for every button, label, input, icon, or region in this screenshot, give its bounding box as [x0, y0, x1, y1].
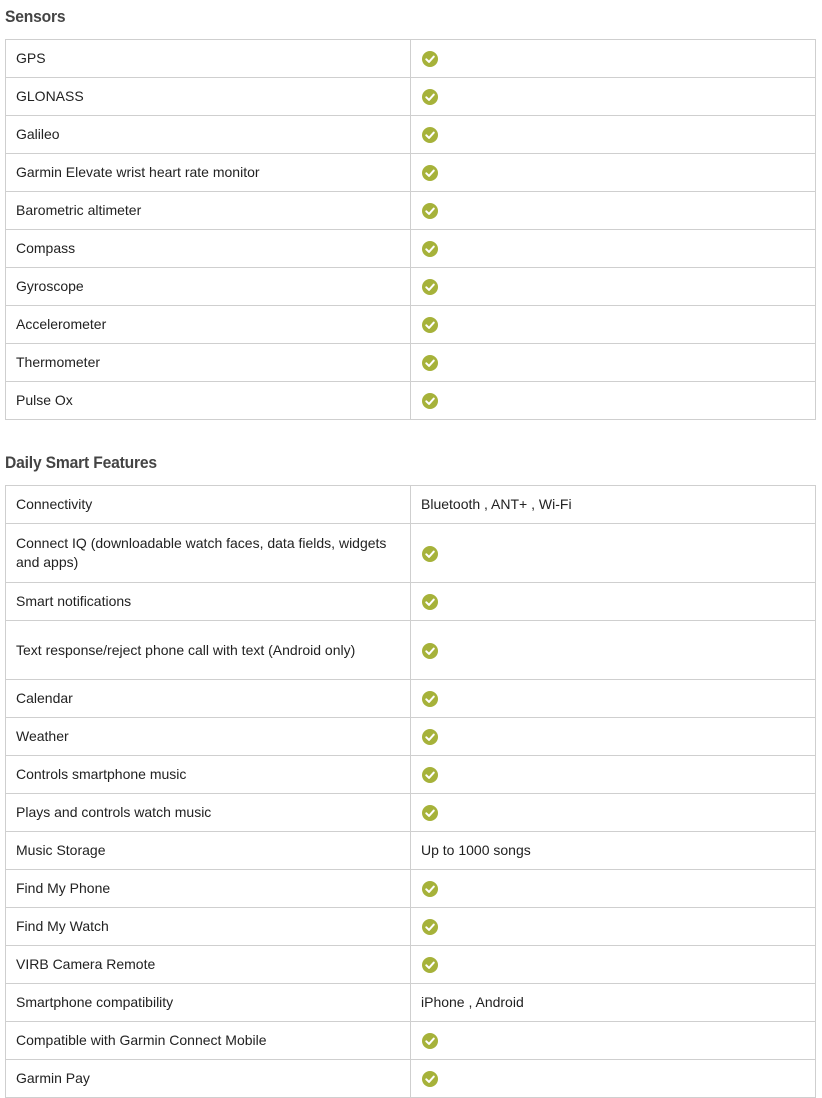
spec-value — [411, 794, 816, 832]
spec-label: Compatible with Garmin Connect Mobile — [6, 1022, 411, 1060]
spec-label: Garmin Pay — [6, 1060, 411, 1098]
spec-label: Smartphone compatibility — [6, 984, 411, 1022]
check-icon — [422, 393, 438, 409]
spec-row-connectivity — [6, 486, 816, 524]
spec-row-barometric-altimeter — [6, 192, 816, 230]
spec-label: Plays and controls watch music — [6, 794, 411, 832]
spec-value — [411, 718, 816, 756]
spec-row-find-my-watch — [6, 908, 816, 946]
spec-row-glonass — [6, 78, 816, 116]
spec-row-virb-camera-remote — [6, 946, 816, 984]
check-icon — [422, 767, 438, 783]
spec-label: GPS — [6, 40, 411, 78]
spec-label: Pulse Ox — [6, 382, 411, 420]
spec-label: Smart notifications — [6, 583, 411, 621]
spec-value — [411, 524, 816, 583]
spec-row-accelerometer — [6, 306, 816, 344]
spec-value — [411, 192, 816, 230]
spec-row-compass — [6, 230, 816, 268]
spec-value-text: Up to 1000 songs — [421, 842, 531, 858]
spec-value — [411, 40, 816, 78]
spec-row-smartphone-compatibility — [6, 984, 816, 1022]
spec-row-plays-and-controls-watch-music — [6, 794, 816, 832]
spec-value — [411, 756, 816, 794]
spec-value — [411, 344, 816, 382]
spec-label: Calendar — [6, 680, 411, 718]
spec-label: Barometric altimeter — [6, 192, 411, 230]
spec-value — [411, 78, 816, 116]
check-icon — [422, 919, 438, 935]
spec-row-music-storage — [6, 832, 816, 870]
section-title-daily-smart-features: Daily Smart Features — [5, 453, 157, 472]
check-icon — [422, 279, 438, 295]
spec-label: VIRB Camera Remote — [6, 946, 411, 984]
spec-value — [411, 268, 816, 306]
check-icon — [422, 957, 438, 973]
check-icon — [422, 203, 438, 219]
spec-row-compatible-with-garmin-connect-mobile — [6, 1022, 816, 1060]
spec-row-thermometer — [6, 344, 816, 382]
spec-value — [411, 583, 816, 621]
spec-label: Find My Watch — [6, 908, 411, 946]
check-icon — [422, 805, 438, 821]
check-icon — [422, 881, 438, 897]
spec-row-gyroscope — [6, 268, 816, 306]
spec-value — [411, 1022, 816, 1060]
spec-value-text: Bluetooth , ANT+ , Wi-Fi — [421, 496, 572, 512]
spec-row-pulse-ox — [6, 382, 816, 420]
spec-value — [411, 870, 816, 908]
spec-row-gps — [6, 40, 816, 78]
spec-value — [411, 382, 816, 420]
sensors-spec-table — [5, 39, 816, 420]
check-icon — [422, 729, 438, 745]
spec-label: Accelerometer — [6, 306, 411, 344]
spec-row-garmin-elevate-wrist-heart-rate-monitor — [6, 154, 816, 192]
spec-value — [411, 621, 816, 680]
spec-label: Compass — [6, 230, 411, 268]
spec-row-galileo — [6, 116, 816, 154]
spec-label: Garmin Elevate wrist heart rate monitor — [6, 154, 411, 192]
spec-value — [411, 1060, 816, 1098]
spec-value — [411, 946, 816, 984]
check-icon — [422, 165, 438, 181]
section-title-sensors: Sensors — [5, 7, 66, 26]
check-icon — [422, 127, 438, 143]
spec-row-garmin-pay — [6, 1060, 816, 1098]
spec-row-text-response-reject-phone-call-with-text-android-only — [6, 621, 816, 680]
check-icon — [422, 691, 438, 707]
check-icon — [422, 1033, 438, 1049]
check-icon — [422, 355, 438, 371]
spec-value — [411, 154, 816, 192]
spec-value — [411, 680, 816, 718]
spec-label: Galileo — [6, 116, 411, 154]
spec-row-weather — [6, 718, 816, 756]
spec-value — [411, 832, 816, 870]
check-icon — [422, 89, 438, 105]
check-icon — [422, 1071, 438, 1087]
spec-value — [411, 984, 816, 1022]
spec-label: Gyroscope — [6, 268, 411, 306]
daily-smart-features-spec-table — [5, 485, 816, 1098]
spec-label: Find My Phone — [6, 870, 411, 908]
spec-label: Music Storage — [6, 832, 411, 870]
check-icon — [422, 594, 438, 610]
spec-value — [411, 230, 816, 268]
spec-row-smart-notifications — [6, 583, 816, 621]
spec-label: Text response/reject phone call with text (Android only) — [6, 621, 411, 680]
spec-label: Thermometer — [6, 344, 411, 382]
check-icon — [422, 643, 438, 659]
check-icon — [422, 51, 438, 67]
spec-label: Connect IQ (downloadable watch faces, data fields, widgets and apps) — [6, 524, 411, 583]
spec-row-find-my-phone — [6, 870, 816, 908]
spec-value-text: iPhone , Android — [421, 994, 524, 1010]
spec-value — [411, 116, 816, 154]
spec-row-connect-iq-downloadable-watch-faces-data-fields-widgets-and-apps — [6, 524, 816, 583]
spec-value — [411, 908, 816, 946]
spec-row-controls-smartphone-music — [6, 756, 816, 794]
spec-label: Connectivity — [6, 486, 411, 524]
check-icon — [422, 317, 438, 333]
check-icon — [422, 546, 438, 562]
spec-label: Controls smartphone music — [6, 756, 411, 794]
check-icon — [422, 241, 438, 257]
spec-value — [411, 306, 816, 344]
spec-value — [411, 486, 816, 524]
spec-label: GLONASS — [6, 78, 411, 116]
spec-label: Weather — [6, 718, 411, 756]
spec-row-calendar — [6, 680, 816, 718]
